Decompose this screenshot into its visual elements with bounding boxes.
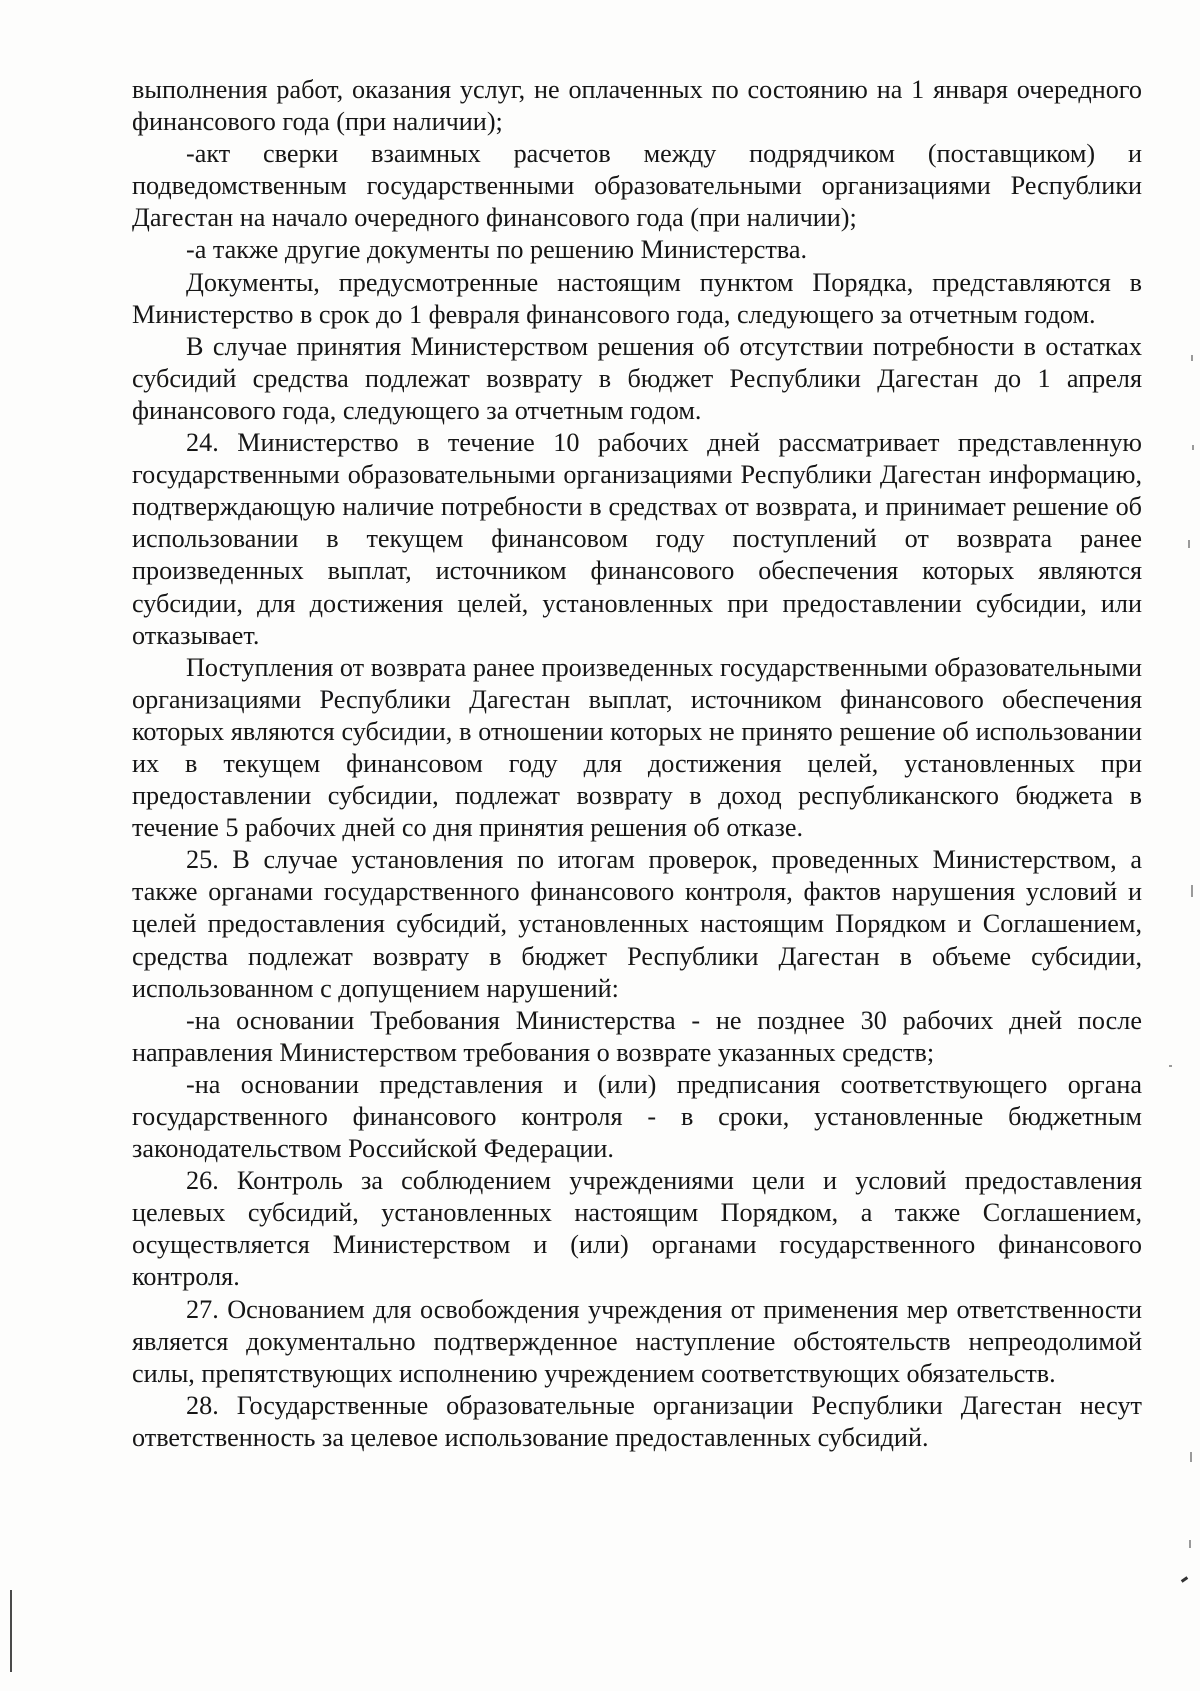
document-body <box>132 74 1142 1454</box>
paragraph-other-documents: -а также другие документы по решению Министерства. <box>186 235 807 265</box>
scan-speck <box>1190 1452 1192 1462</box>
paragraph-item-26: 26. Контроль за соблюдением учреждениями цели и условий предоставления целевых субсидий, установленных настоящим Порядком, а также Соглашением, осуществляется Министерством и (или) органами государственного финансового контроля. <box>132 1166 1142 1292</box>
paragraph-item-28: 28. Государственные образовательные организации Республики Дагестан несут ответственность за целевое использование предоставленных субсидий. <box>132 1390 1142 1452</box>
paragraph-continuation: выполнения работ, оказания услуг, не оплаченных по состоянию на 1 января очередного финансового года (при наличии); <box>132 75 1142 137</box>
paragraph-submission-deadline: Документы, предусмотренные настоящим пунктом Порядка, представляются в Министерство в срок до 1 февраля финансового года, следующего за отчетным годом. <box>132 267 1142 329</box>
paragraph-item-24: 24. Министерство в течение 10 рабочих дней рассматривает представленную государственными образовательными организациями Республики Дагестан информацию, подтверждающую наличие потребности в средствах от возврата, и принимает решение об использовании в текущем финансовом году поступлений от возврата ранее произведенных выплат, источником финансового обеспечения которых являются субсидии, для достижения целей, установленных при предоставлении субсидии, или отказывает. <box>132 428 1142 650</box>
scan-mark-corner <box>1181 1576 1188 1582</box>
paragraph-no-need-return: В случае принятия Министерством решения об отсутствии потребности в остатках субсидий средства подлежат возврату в бюджет Республики Дагестан до 1 апреля финансового года, следующего за отчетным годом. <box>132 331 1142 425</box>
paragraph-item-27: 27. Основанием для освобождения учреждения от применения мер ответственности является документально подтвержденное наступление обстоятельств непреодолимой силы, препятствующих исполнению учреждением соответствующих обязательств. <box>132 1294 1142 1388</box>
scan-speck <box>1188 540 1190 548</box>
scan-speck <box>1191 885 1193 897</box>
paragraph-ministry-requirement: -на основании Требования Министерства - не позднее 30 рабочих дней после направления Министерством требования о возврате указанных средств; <box>132 1005 1142 1067</box>
scan-speck <box>1189 1540 1191 1548</box>
scan-speck <box>1191 355 1193 361</box>
scan-speck <box>1192 445 1194 450</box>
paragraph-control-body-order: -на основании представления и (или) предписания соответствующего органа государственного финансового контроля - в сроки, установленные бюджетным законодательством Российской Федерации. <box>132 1069 1142 1164</box>
paragraph-receipts-return: Поступления от возврата ранее произведенных государственными образовательными организациями Республики Дагестан выплат, источником финансового обеспечения которых являются субсидии, в отношении которых не принято решение об использовании их в текущем финансовом году для достижения целей, установленных при предоставлении субсидии, подлежат возврату в доход республиканского бюджета в течение 5 рабочих дней со дня принятия решения об отказе. <box>132 652 1142 843</box>
scan-edge-line <box>10 1590 12 1672</box>
paragraph-item-25: 25. В случае установления по итогам проверок, проведенных Министерством, а также органами государственного финансового контроля, фактов нарушения условий и целей предоставления субсидий, установленных настоящим Порядком и Соглашением, средства подлежат возврату в бюджет Республики Дагестан в объеме субсидии, использованном с допущением нарушений: <box>132 845 1142 1003</box>
paragraph-reconciliation-act: -акт сверки взаимных расчетов между подрядчиком (поставщиком) и подведомственным государственными образовательными организациями Республики Дагестан на начало очередного финансового года (при наличии); <box>132 139 1142 233</box>
scan-speck <box>1169 1065 1172 1067</box>
